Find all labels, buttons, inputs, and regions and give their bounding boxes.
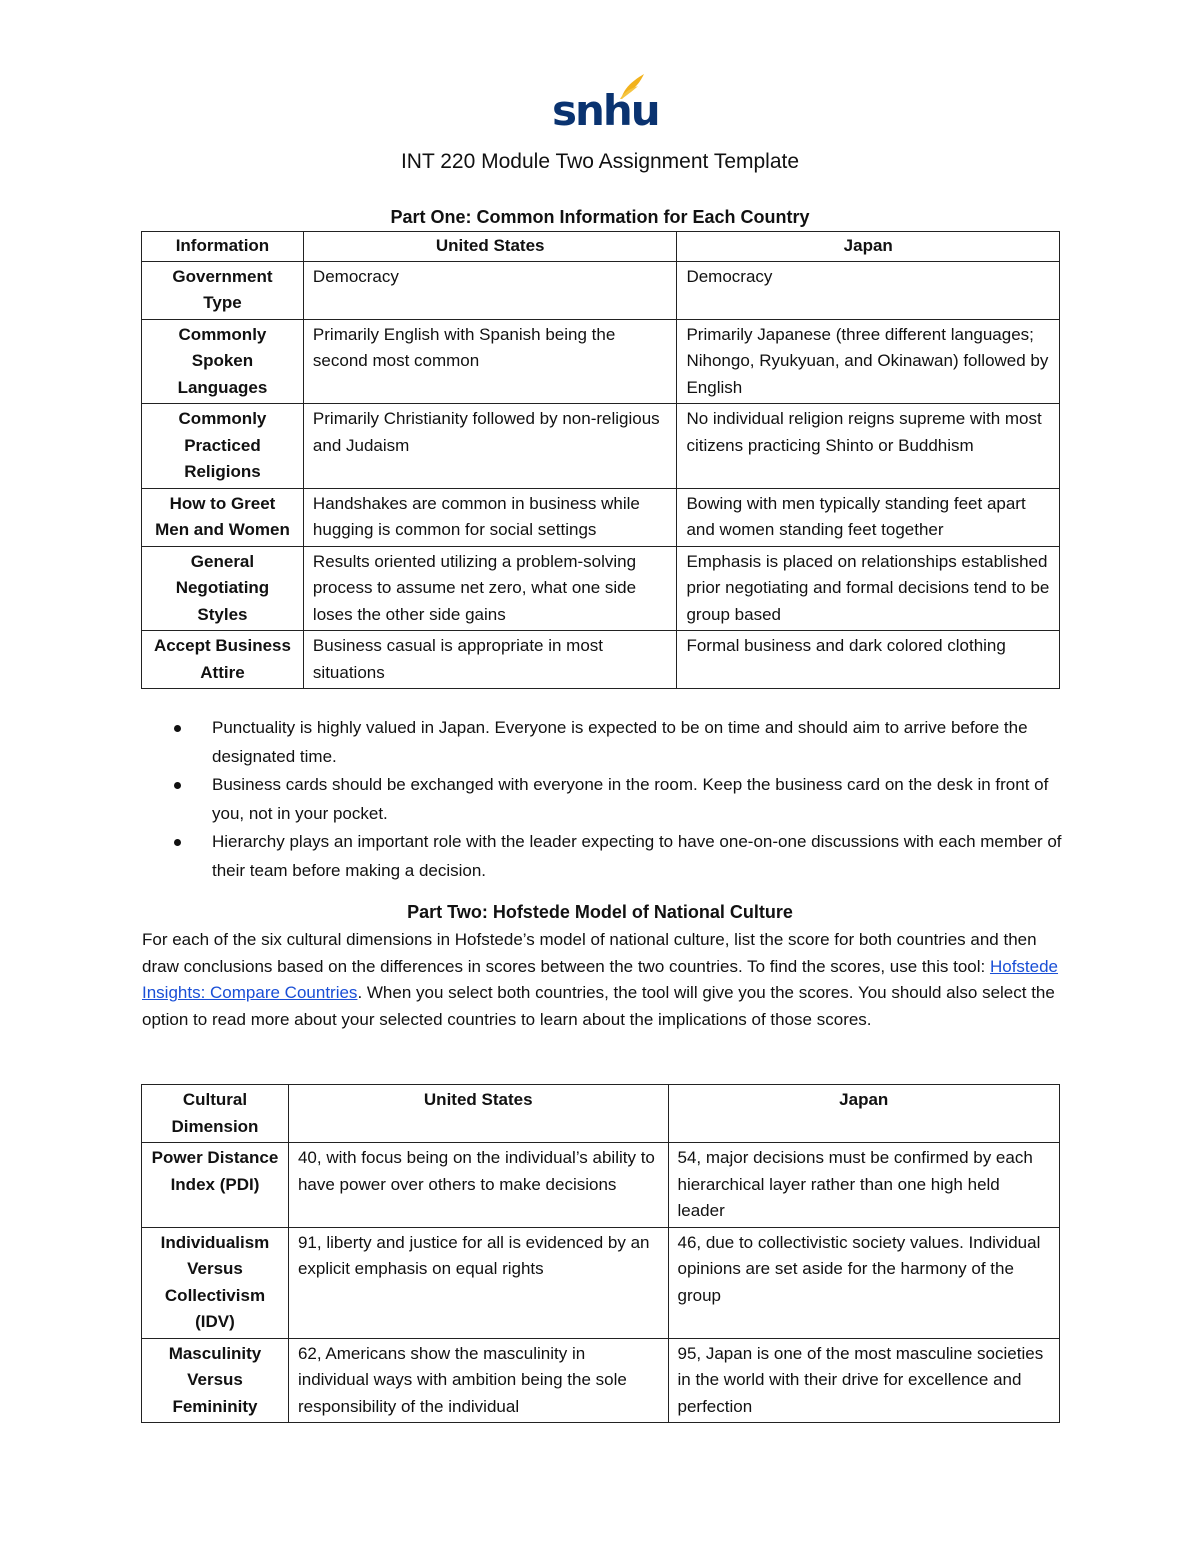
list-item	[172, 714, 1072, 771]
us-cell: 91, liberty and justice for all is evidenced by an explicit emphasis on equal rights	[288, 1227, 668, 1338]
japan-cell: No individual religion reigns supreme with most citizens practicing Shinto or Buddhism	[677, 404, 1060, 489]
us-cell: 62, Americans show the masculinity in individual ways with ambition being the sole responsibility of the individual	[288, 1338, 668, 1423]
bullet-text: Punctuality is highly valued in Japan. Everyone is expected to be on time and should aim to arrive before the designated time.	[212, 718, 1028, 766]
bullet-text: Business cards should be exchanged with everyone in the room. Keep the business card on the desk in front of you, not in your pocket.	[212, 775, 1049, 823]
row-label: Accept Business Attire	[142, 631, 304, 689]
column-header: Cultural Dimension	[142, 1085, 289, 1143]
table-header-row	[142, 232, 1060, 262]
bullet-icon	[174, 782, 181, 789]
part-two-instructions	[142, 927, 1067, 1033]
column-header: Japan	[677, 232, 1060, 262]
table-row	[142, 261, 1060, 319]
common-info-table	[141, 231, 1060, 689]
list-item	[172, 771, 1072, 828]
row-label: How to Greet Men and Women	[142, 488, 304, 546]
us-cell: 40, with focus being on the individual’s ability to have power over others to make decisions	[288, 1143, 668, 1228]
row-label: Commonly Spoken Languages	[142, 319, 304, 404]
us-cell: Primarily Christianity followed by non-religious and Judaism	[303, 404, 677, 489]
table-row	[142, 1227, 1060, 1338]
table-header-row	[142, 1085, 1060, 1143]
etiquette-bullet-list	[172, 714, 1072, 885]
bullet-icon	[174, 839, 181, 846]
row-label: Power Distance Index (PDI)	[142, 1143, 289, 1228]
japan-cell: Formal business and dark colored clothing	[677, 631, 1060, 689]
table-row	[142, 404, 1060, 489]
japan-cell: Primarily Japanese (three different languages; Nihongo, Ryukyuan, and Okinawan) followed by English	[677, 319, 1060, 404]
column-header: United States	[288, 1085, 668, 1143]
japan-cell: Democracy	[677, 261, 1060, 319]
bullet-text: Hierarchy plays an important role with the leader expecting to have one-on-one discussions with each member of their team before making a decision.	[212, 832, 1062, 880]
japan-cell: Bowing with men typically standing feet apart and women standing feet together	[677, 488, 1060, 546]
us-cell: Primarily English with Spanish being the second most common	[303, 319, 677, 404]
japan-cell: Emphasis is placed on relationships established prior negotiating and formal decisions tend to be group based	[677, 546, 1060, 631]
hofstede-table	[141, 1084, 1060, 1423]
row-label: Masculinity Versus Femininity	[142, 1338, 289, 1423]
japan-cell: 46, due to collectivistic society values. Individual opinions are set aside for the harmony of the group	[668, 1227, 1060, 1338]
part-two-heading: Part Two: Hofstede Model of National Culture	[407, 902, 793, 922]
table-row	[142, 1143, 1060, 1228]
logo-text: snhu	[552, 86, 659, 135]
row-label: General Negotiating Styles	[142, 546, 304, 631]
us-cell: Handshakes are common in business while hugging is common for social settings	[303, 488, 677, 546]
column-header: Japan	[668, 1085, 1060, 1143]
bullet-icon	[174, 725, 181, 732]
japan-cell: 54, major decisions must be confirmed by each hierarchical layer rather than one high held leader	[668, 1143, 1060, 1228]
row-label: Commonly Practiced Religions	[142, 404, 304, 489]
page-title: INT 220 Module Two Assignment Template	[400, 150, 800, 173]
table-row	[142, 319, 1060, 404]
japan-cell: 95, Japan is one of the most masculine societies in the world with their drive for excellence and perfection	[668, 1338, 1060, 1423]
snhu-logo	[552, 72, 659, 135]
part-one-heading: Part One: Common Information for Each Country	[390, 207, 810, 227]
intro-text-before: For each of the six cultural dimensions in Hofstede’s model of national culture, list the score for both countries and then draw conclusions based on the differences in scores between the two countries. To find the scores, use this tool:	[142, 930, 1037, 976]
us-cell: Results oriented utilizing a problem-solving process to assume net zero, what one side loses the other side gains	[303, 546, 677, 631]
column-header: United States	[303, 232, 677, 262]
us-cell: Democracy	[303, 261, 677, 319]
intro-text-after: . When you select both countries, the tool will give you the scores. You should also select the option to read more about your selected countries to learn about the implications of those scores.	[142, 983, 1055, 1029]
table-row	[142, 546, 1060, 631]
table-row	[142, 488, 1060, 546]
table-row	[142, 631, 1060, 689]
table-row	[142, 1338, 1060, 1423]
list-item	[172, 828, 1072, 885]
row-label: Individualism Versus Collectivism (IDV)	[142, 1227, 289, 1338]
column-header: Information	[142, 232, 304, 262]
us-cell: Business casual is appropriate in most situations	[303, 631, 677, 689]
hofstede-compare-link[interactable]: Hofstede Insights: Compare Countries	[142, 956, 1059, 1002]
row-label: Government Type	[142, 261, 304, 319]
